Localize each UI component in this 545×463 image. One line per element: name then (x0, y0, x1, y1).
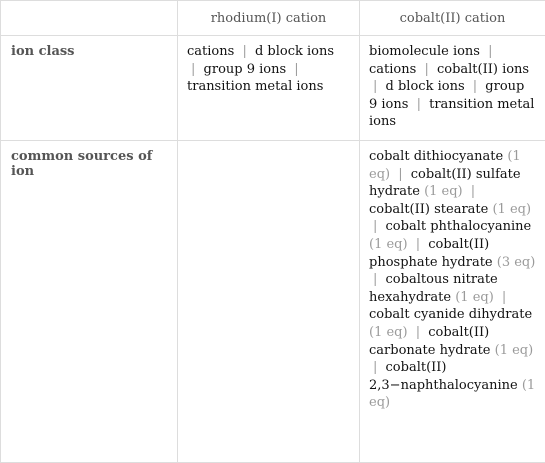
list-item: transition metal ions (369, 96, 535, 130)
list-item: cobalt(II) carbonate hydrate (369, 324, 491, 358)
separator: | (488, 44, 493, 59)
column-header-rhodium: rhodium(I) cation (178, 1, 360, 36)
separator: | (373, 219, 378, 235)
list-item: cobalt(II) 2,3−naphthalocyanine (369, 360, 518, 393)
separator: | (373, 360, 378, 376)
separator: | (373, 272, 378, 288)
sources-cobalt (360, 141, 545, 463)
ion-class-rhodium (178, 36, 360, 141)
list-item: transition metal ions (187, 79, 324, 95)
separator: | (424, 61, 429, 77)
quantity-label: (1 eq) (424, 184, 463, 200)
separator: | (472, 79, 478, 95)
list-item: d block ions (385, 79, 465, 95)
list-item: cobaltous nitrate hexahydrate (369, 272, 498, 305)
quantity-label: (1 eq) (369, 149, 521, 182)
separator: | (294, 61, 299, 77)
separator: | (191, 61, 196, 77)
list-item: cations (369, 61, 417, 77)
quantity-label: (1 eq) (369, 236, 408, 252)
table-row (1, 141, 545, 463)
list-item: d block ions (254, 44, 335, 59)
quantity-label: (1 eq) (369, 377, 536, 411)
separator: | (415, 236, 421, 252)
header-row (1, 1, 545, 36)
quantity-label: (3 eq) (496, 254, 536, 270)
sources-rhodium (178, 141, 360, 463)
separator: | (501, 289, 507, 305)
separator: | (373, 79, 378, 95)
list-item: cobalt(II) ions (436, 61, 530, 77)
list-item: cations (187, 44, 235, 59)
row-header-ion-class: ion class (1, 36, 178, 141)
quantity-label: (1 eq) (494, 342, 534, 358)
separator: | (470, 184, 476, 200)
separator: | (242, 44, 247, 59)
row-header-common-sources: common sources of ion (1, 141, 178, 463)
list-item: cobalt(II) stearate (369, 201, 489, 217)
separator: | (398, 166, 403, 182)
corner-cell (1, 1, 178, 36)
column-header-cobalt: cobalt(II) cation (360, 1, 545, 36)
list-item: cobalt dithiocyanate (369, 149, 504, 164)
list-item: cobalt(II) sulfate hydrate (369, 166, 521, 200)
table-row (1, 36, 545, 141)
quantity-label: (1 eq) (455, 289, 494, 305)
list-item: biomolecule ions (369, 44, 480, 59)
quantity-label: (1 eq) (492, 201, 532, 217)
list-item: cobalt(II) phosphate hydrate (369, 236, 493, 270)
list-item: group 9 ions (369, 79, 525, 112)
list-item: cobalt phthalocyanine (385, 219, 532, 235)
list-item: cobalt cyanide dihydrate (369, 307, 533, 323)
list-item: group 9 ions (203, 61, 287, 77)
separator: | (415, 324, 421, 340)
separator: | (416, 96, 421, 112)
ion-class-cobalt (360, 36, 545, 141)
quantity-label: (1 eq) (369, 324, 408, 340)
